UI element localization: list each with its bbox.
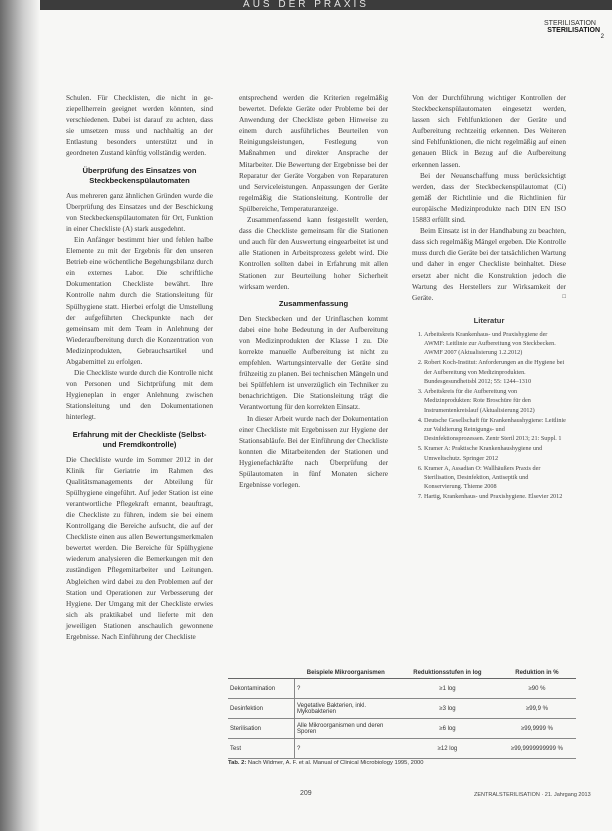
text-column-2 — [239, 92, 388, 490]
table-header-row — [228, 668, 576, 679]
literature-item: 1. Arbeitskreis Krankenhaus- und Praxishygiene der AWMF: Leitlinie zur Aufbereitung von Steckbecken. AWMF 2007 (Aktualisierung 1.2.2012) — [424, 330, 566, 358]
table-cell: ≥6 log — [397, 719, 498, 739]
table-cell: Sterilisation — [228, 719, 295, 739]
table-header-cell — [228, 668, 295, 679]
end-mark-icon: □ — [562, 293, 566, 300]
table-cell: ≥99,9 % — [498, 699, 576, 719]
caption-text: Nach Widmer, A. F. et al. Manual of Clinical Microbiology 1995, 2000 — [247, 760, 424, 766]
caption-label: Tab. 2: — [228, 760, 247, 766]
table-header-cell: Reduktion in % — [498, 668, 576, 679]
paragraph: Bei der Neuanschaffung muss berücksichtigt werden, dass der Steckbeckenspülautomat (Ci) gemäß der Richtlinie und die Richtlinien für europäische Medizinprodukte nach DIN EN ISO 15883 erfüllt sind. — [412, 170, 566, 225]
section-badge — [534, 20, 604, 40]
table-cell: ? — [295, 679, 398, 699]
table-cell: ≥90 % — [498, 679, 576, 699]
journal-footer: ZENTRALSTERILISATION · 21. Jahrgang 2013 — [474, 792, 591, 798]
paragraph: entsprechend werden die Kriterien regelmäßig bewertet. Defekte Geräte oder Probleme bei der Anwendung der Checkliste geben Hinweise zu einem durch ausführliches Beurteilen von Reinigungsleistungen, Festlegung von Maßnahmen und direkter Ansprache der Mitarbeiter. Die Bewertung der Ergebnisse bei der Reparatur der Geräte Vorgaben von Reparaturen und Serviceleistungen. Anpassungen der Geräte regelmäßig die Stationsleitung. Kontrolle der Spülbereiche, Temperaturanzeige. — [239, 93, 388, 213]
literature-item: 4. Deutsche Gesellschaft für Krankenhaushygiene: Leitlinie zur Validierung Reinigungs- und Desinfektionsprozessen. Zentr Steril 2013; 21: Suppl. 1 — [424, 416, 566, 444]
section-heading: Zusammenfassung — [278, 298, 349, 308]
paragraph — [412, 225, 566, 303]
section-heading: Überprüfung des Einsatzes von Steckbeckenspülautomaten — [82, 165, 197, 185]
table-row — [228, 679, 576, 699]
literature-item: 3. Arbeitskreis für die Aufbereitung von Medizinprodukten: Rote Broschüre für den Instrumentenkreislauf (Aktualisierung 2012) — [424, 387, 566, 415]
page-number: 209 — [300, 790, 312, 797]
table-cell: Test — [228, 739, 295, 759]
reduction-table — [228, 668, 576, 759]
literature-item: 2. Robert Koch-Institut: Anforderungen an die Hygiene bei der Aufbereitung von Medizinprodukten. Bundesgesundheitsbl 2012; 55: 1244–1310 — [424, 358, 566, 386]
table-row — [228, 699, 576, 719]
literature-heading: Literatur — [473, 315, 505, 325]
table-cell: ≥1 log — [397, 679, 498, 699]
paragraph: Von der Durchführung wichtiger Kontrollen der Steckbeckenspülautomaten eingesetzt werden, lassen sich Fehlfunktionen der Geräte und Aufbereitung rechtzeitig erkennen. Des Weiteren sind Fehlfunktionen, die nicht regelmäßig auf einen genauen Blick in Bezug auf die Aufbereitung erkennen lassen. — [412, 93, 566, 169]
table-cell: Alle Mikroorganismen und deren Sporen — [295, 719, 398, 739]
badge-line-1: STERILISATION — [544, 20, 596, 27]
scan-binding-shadow — [0, 0, 40, 831]
literature-list — [412, 330, 566, 502]
literature-item: 6. Kramer A, Assadian O: Wallhäußers Praxis der Sterilisation, Desinfektion, Antiseptik und Konservierung. Thieme 2008 — [424, 464, 566, 492]
text-column-3 — [412, 92, 566, 503]
table-caption — [228, 760, 424, 766]
table-row — [228, 719, 576, 739]
paragraph: Die Checkliste wurde im Sommer 2012 in der Klinik für Geriatrie im Rahmen des Qualitätsmanagements der Abteilung für Spülhygiene eingeführt. Auf jeder Station ist eine verantwortliche Pflegekraft ernannt, beauftragt, die Checkliste zu führen, indem sie bei einem Kontrollgang die Bereiche aufsucht, die auf der Checkliste einen aus allen Bewertungsmerkmalen bewertet werden. Die Bereiche für Spülhygiene wiederum analysieren die Bemerkungen mit den zuständigen Pflegemitarbeiter und Leitungen. Abgleichen wird dabei zu den Problemen auf der Station und Operationen zur Verbesserung der Hygiene. Der Umgang mit der Checkliste erwies sich als praktikabel und lieferte mit den jeweiligen Stationen anschaulich gewonnene Ergebnisse. Nach Einführung der Checkliste — [66, 454, 213, 642]
badge-line-2: STERILISATION — [547, 27, 600, 34]
table-cell: ≥12 log — [397, 739, 498, 759]
table-header-cell: Reduktionsstufen in log — [397, 668, 498, 679]
paragraph: Die Checkliste wurde durch die Kontrolle nicht von Personen und Sichtprüfung mit dem Hygieneplan in enger Anlehnung zwischen Stationsleitung und den Dokumentationen hinterlegt. — [66, 368, 213, 422]
table-cell: ≥99,9999999999 % — [498, 739, 576, 759]
table-cell: ≥3 log — [397, 699, 498, 719]
table-header-cell: Beispiele Mikroorganismen — [295, 668, 398, 679]
table-cell: ≥99,9999 % — [498, 719, 576, 739]
paragraph: Schulen. Für Checklisten, die nicht in ge-ziepellherrein geeignet werden könnten, sind verschiedenen. Dabei ist darauf zu achten, dass sie umsetzen muss und nachhaltig an der Entlastung besonders unterstützt und in geordneten Zustand künftig vollständig werden. — [66, 93, 213, 158]
table-row — [228, 739, 576, 759]
table-cell: Desinfektion — [228, 699, 295, 719]
paragraph-text: Beim Einsatz ist in der Handhabung zu beachten, dass sich regelmäßig Mängel ergeben. Die Kontrolle muss durch die Geräte bei der tatsächlichen Wartung und daher in enger Checkliste beinhaltet. Diese ersetzt aber nicht die Konstruktion jedoch die Wartung des Herstellers zur Wirksamkeit der Geräte. — [412, 226, 566, 302]
text-column-1 — [66, 92, 213, 642]
table-cell: Vegetative Bakterien, inkl. Mykobakterien — [295, 699, 398, 719]
literature-item: 7. Hartig, Krankenhaus- und Praxishygiene. Elsevier 2012 — [424, 492, 566, 501]
badge-line-3: 2 — [600, 34, 604, 40]
literature-item: 5. Kramer A: Praktische Krankenhaushygiene und Umweltschutz. Springer 2012 — [424, 444, 566, 462]
table-cell: ? — [295, 739, 398, 759]
table-cell: Dekontamination — [228, 679, 295, 699]
paragraph: In dieser Arbeit wurde nach der Dokumentation einer Checkliste mit Ergebnissen zur Hygiene der Stationsabläufe. Bei der Einführung der Checkliste konnten die Mitarbeitenden der Stationen und Hygienefachkräfte nach Überprüfung der Spülautomaten in fünf Monaten sichere Ergebnisse vorlegen. — [239, 413, 388, 490]
paragraph: Ein Anfänger bestimmt hier und fehlen halbe Elemente zu mit der Ergebnis für den unseren Betrieb eine wöchentliche Begehungsbilanz durch ein externes Labor. Die schriftliche Dokumentation Checkliste bewährt. Ihre Kontrolle nahm durch die Stationsleitung für Spülhygiene statt. Hierbei erfolgt die Umstellung der aufgeführten Checkpunkte nach der gemeinsam mit dem Team in Anlehnung der Wiederaufbereitung durch die Konzentration von Medizinprodukten, Gebrauchsartikel und Abgabemittel zu erfolgen. — [66, 234, 213, 366]
paragraph: Den Steckbecken und der Urinflaschen kommt dabei eine hohe Bedeutung in der Aufbereitung von Medizinprodukten der Klasse I zu. Die korrekte manuelle Aufbereitung ist nicht zu empfehlen. Wartungsintervalle der Geräte sind frühzeitig zu planen. Bei technischen Mängeln und bei Spülfehlern ist unverzüglich ein Techniker zu benachrichtigen. Die Stationsleitung trägt die Verantwortung für den korrekten Einsatz. — [239, 313, 388, 412]
paragraph: Aus mehreren ganz ähnlichen Gründen wurde die Überprüfung des Einsatzes und der Beschickung von Steckbeckenspülautomaten für Ort, Funktion in einer Checkliste (A) stark ausgedehnt. — [66, 190, 213, 233]
paragraph: Zusammenfassend kann festgestellt werden, dass die Checkliste gemeinsam für die Stationen und auch für den Auswertung eingearbeitet ist und alle Stationen in Arbeitsprozess gelebt wird. Die Kontrollen sollten dabei in Erfahrung mit allen Stationen zur Beurteilung hoher Sicherheit wirksam werden. — [239, 215, 388, 291]
section-heading: Erfahrung mit der Checkliste (Selbst- und Fremdkontrolle) — [72, 429, 207, 449]
section-header: AUS DER PRAXIS — [243, 0, 369, 10]
